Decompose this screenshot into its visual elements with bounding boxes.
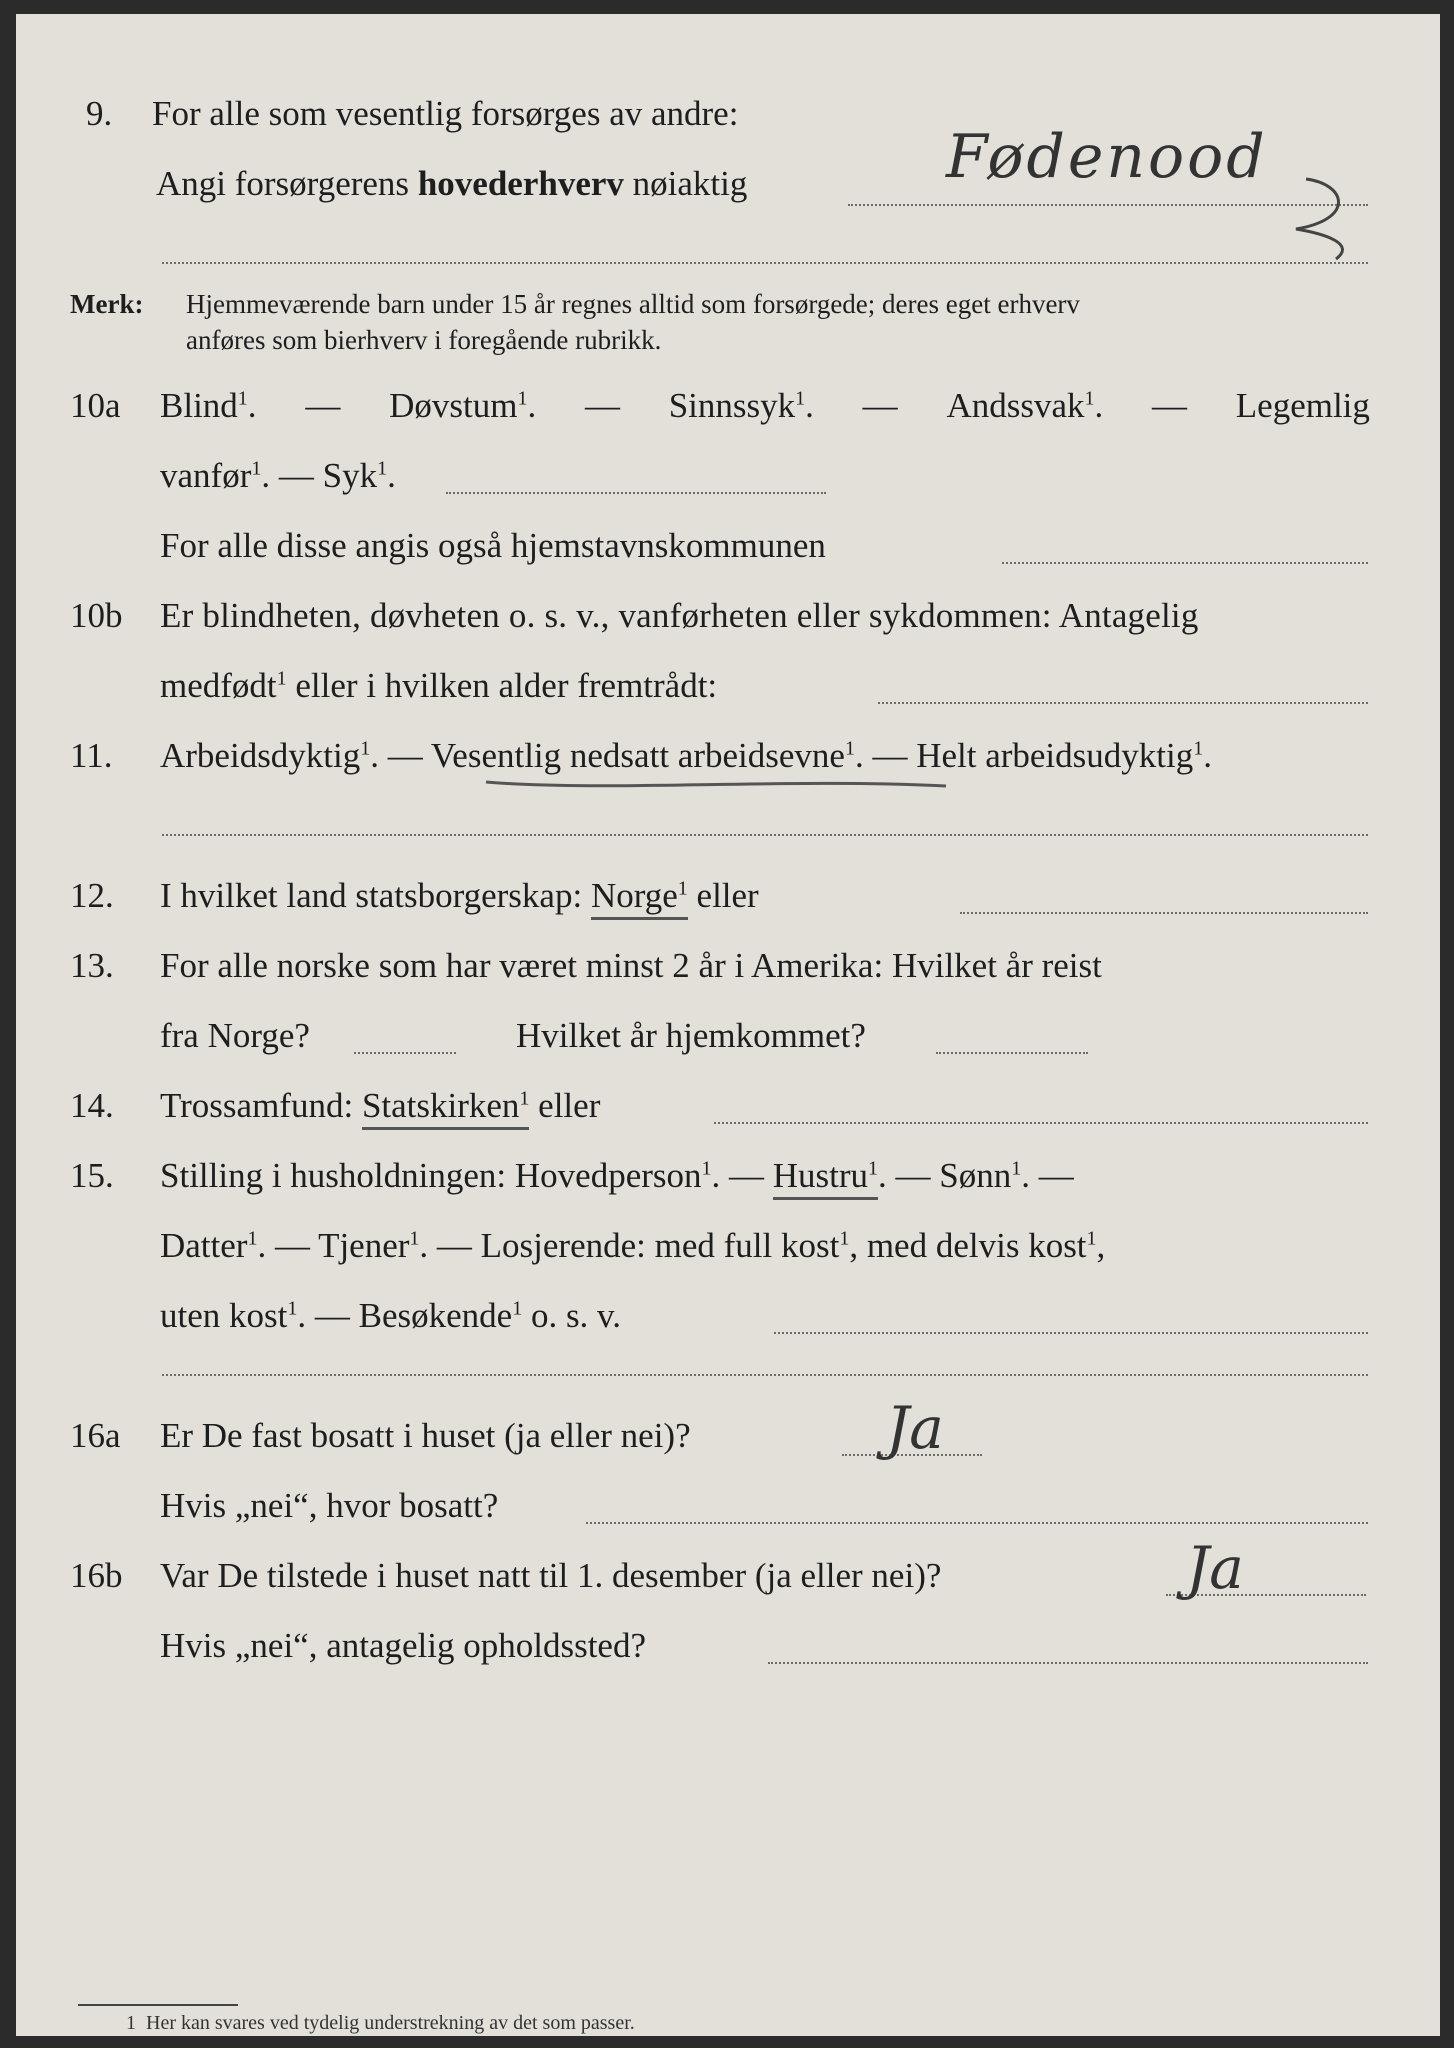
q10a-syk-line: [446, 492, 826, 494]
q9-line1: For alle som vesentlig forsørges av andre:: [152, 94, 739, 133]
q16a-bosatt-line: [586, 1522, 1368, 1524]
handwritten-underline-icon: [486, 776, 946, 796]
q9-handwritten-answer: Fødenood: [946, 122, 1268, 192]
footnote: 1 Her kan svares ved tydelig understrekning av det som passer.: [126, 2012, 635, 2034]
q10a-kommune-line: [1002, 562, 1368, 564]
q10a-line2: vanfør$^1$. — Syk$^1$.: [160, 456, 396, 495]
q10a-number: 10a: [70, 386, 121, 425]
q13-line1: For alle norske som har været minst 2 år i Amerika: Hvilket år reist: [160, 946, 1102, 985]
footnote-divider: [78, 2004, 238, 2006]
q16b-line1: Var De tilstede i huset natt til 1. desember (ja eller nei)?: [160, 1556, 942, 1595]
q9-line2: Angi forsørgerens hovederhverv nøiaktig: [156, 164, 748, 203]
q13-line2a: fra Norge?: [160, 1016, 310, 1055]
q11-line: Arbeidsdyktig$^1$. — Vesentlig nedsatt arbeidsevne$^1$. — Helt arbeidsudyktig$^1$.: [160, 736, 1212, 775]
q13-number: 13.: [70, 946, 114, 985]
q10b-number: 10b: [70, 596, 123, 635]
option-legemlig: Legemlig: [1235, 386, 1370, 425]
q16a-line2: Hvis „nei“, hvor bosatt?: [160, 1486, 499, 1525]
q10a-line1: Blind$^1$. — Døvstum$^1$. — Sinnssyk$^1$. — Andssvak$^1$. — Legemlig: [160, 384, 1370, 428]
q15-answer-line-2: [162, 1374, 1368, 1376]
q16a-number: 16a: [70, 1416, 121, 1455]
q16b-handwritten-answer: Ja: [1186, 1534, 1244, 1602]
q9-number: 9.: [86, 94, 113, 133]
q9-answer-line-2: [162, 262, 1368, 264]
q16a-line1: Er De fast bosatt i huset (ja eller nei)?: [160, 1416, 691, 1455]
q15-line3: uten kost$^1$. — Besøkende$^1$ o. s. v.: [160, 1296, 622, 1335]
q15-number: 15.: [70, 1156, 114, 1195]
q10a-line3: For alle disse angis også hjemstavnskommunen: [160, 526, 826, 565]
q10b-answer-line: [878, 702, 1368, 704]
option-hustru-underlined: Hustru$^1$: [773, 1156, 878, 1200]
q13-line2b: Hvilket år hjemkommet?: [516, 1016, 866, 1055]
option-arbeidsdyktig: Arbeidsdyktig$^1$.: [160, 736, 380, 775]
option-helt-udyktig: Helt arbeidsudyktig$^1$.: [916, 736, 1212, 775]
q15-line2: Datter$^1$. — Tjener$^1$. — Losjerende: med full kost$^1$, med delvis kost$^1$,: [160, 1226, 1106, 1265]
q16b-number: 16b: [70, 1556, 123, 1595]
q15-line1: Stilling i husholdningen: Hovedperson$^1$. — Hustru$^1$. — Sønn$^1$. —: [160, 1154, 1074, 1198]
option-statskirken-underlined: Statskirken$^1$: [362, 1086, 529, 1130]
q11-number: 11.: [70, 736, 113, 775]
q9-emphasis: hovederhverv: [417, 164, 624, 203]
option-andssvak: Andssvak$^1$.: [946, 386, 1104, 425]
q16a-handwritten-answer: Ja: [886, 1394, 944, 1462]
option-sinnssyk: Sinnssyk$^1$.: [668, 386, 814, 425]
q13-reist-line: [354, 1052, 456, 1054]
q15-answer-line: [774, 1332, 1368, 1334]
merk-line1: Hjemmeværende barn under 15 år regnes alltid som forsørgede; deres eget erhverv: [186, 289, 1080, 319]
option-blind: Blind$^1$.: [160, 386, 257, 425]
census-form-page: [16, 14, 1440, 2036]
q14-answer-line: [714, 1122, 1368, 1124]
option-dovstum: Døvstum$^1$.: [389, 386, 537, 425]
q11-answer-line: [162, 834, 1368, 836]
q10b-line2: medfødt$^1$ eller i hvilken alder fremtrådt:: [160, 666, 718, 705]
q12-line: I hvilket land statsborgerskap: Norge$^1$ eller: [160, 874, 759, 918]
q10b-line1: Er blindheten, døvheten o. s. v., vanførheten eller sykdommen: Antagelig: [160, 596, 1199, 635]
q16b-opholdssted-line: [768, 1662, 1368, 1664]
merk-label: Merk:: [70, 289, 144, 319]
q12-number: 12.: [70, 876, 114, 915]
q14-number: 14.: [70, 1086, 114, 1125]
merk-line2: anføres som bierhverv i foregående rubrikk.: [186, 325, 662, 355]
option-norge-underlined: Norge$^1$: [591, 876, 688, 920]
q14-line: Trossamfund: Statskirken$^1$ eller: [160, 1084, 600, 1128]
q12-answer-line: [960, 912, 1368, 914]
q13-hjemkommet-line: [936, 1052, 1088, 1054]
option-vesentlig-nedsatt: Vesentlig nedsatt arbeidsevne$^1$.: [430, 736, 864, 775]
q16b-line2: Hvis „nei“, antagelig opholdssted?: [160, 1626, 646, 1665]
handwriting-flourish-icon: [1286, 174, 1366, 264]
